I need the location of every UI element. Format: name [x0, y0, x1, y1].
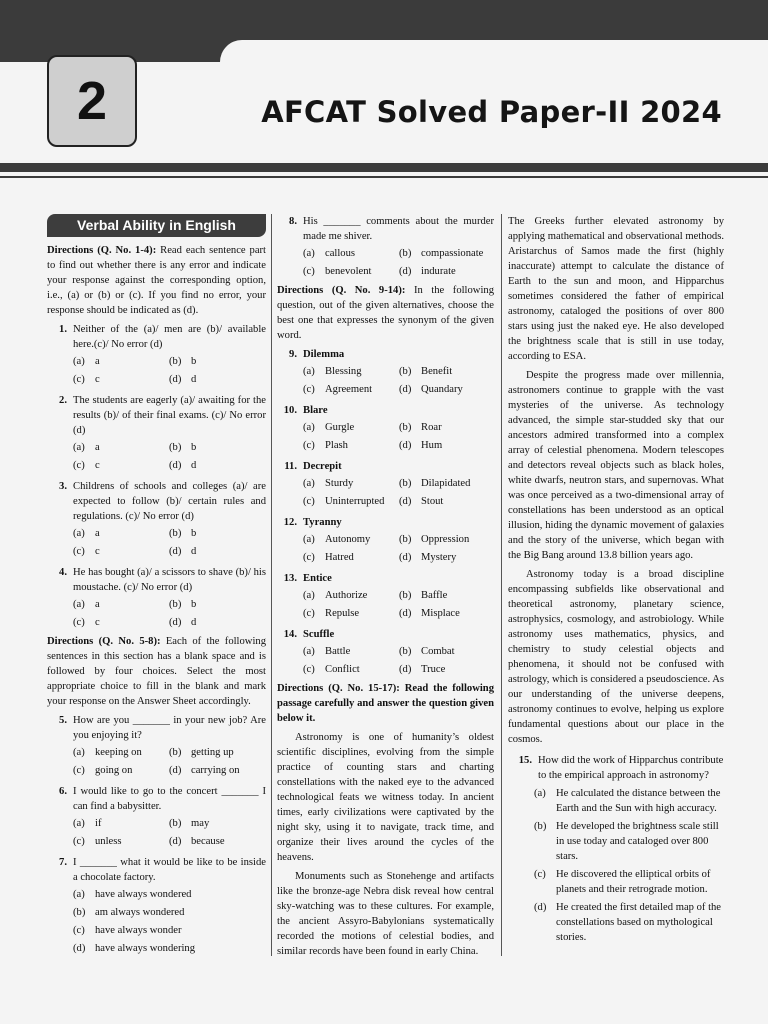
column-divider: [501, 214, 502, 956]
option[interactable]: (a) a: [73, 356, 100, 367]
question-word: Decrepit: [303, 461, 342, 472]
option[interactable]: (c) c: [73, 546, 100, 557]
question: [277, 627, 494, 679]
directions: Directions (Q. No. 1-4): Read each sentence part to find out whether there is any error and indicate your response against the corresponding option, i.e., (a) or (b) or (c). If you find no error, your response should be indicated as (d).: [47, 245, 266, 316]
question-number: 5.: [59, 715, 67, 726]
option[interactable]: (b) getting up: [169, 747, 234, 758]
option[interactable]: (c) have always wonder: [73, 925, 182, 936]
option[interactable]: (c) Uninterrupted: [303, 496, 385, 507]
option[interactable]: (a) keeping on: [73, 747, 142, 758]
options: [303, 419, 494, 455]
question: [47, 565, 266, 632]
passage-paragraph: Astronomy today is a broad discipline encompassing subfields like observational and theoretical astronomy, planetary science, astrophysics, cosmology, and astrobiology. While astronomy uses mathematics, physics, and chemistry to study celestial objects and phenomena, it should not be confused with astrology, which is considered a pseudoscience. As our understanding of the universe deepens, astronomy continues to evolve, helping us explore fundamental questions about our place in the cosmos.: [508, 569, 724, 745]
column-3: [508, 214, 724, 948]
question: [277, 214, 494, 281]
question: [277, 459, 494, 511]
question: [47, 855, 266, 958]
question: [47, 479, 266, 561]
question: [47, 784, 266, 851]
question-word: Tyranny: [303, 517, 342, 528]
question-word: Dilemma: [303, 349, 345, 360]
option[interactable]: (d) d: [169, 374, 197, 385]
options: [73, 353, 266, 389]
option[interactable]: (c) c: [73, 374, 100, 385]
option[interactable]: (b) may: [169, 818, 210, 829]
option[interactable]: (d) carrying on: [169, 765, 240, 776]
question-text: I would like to go to the concert _______ I can find a babysitter.: [73, 786, 266, 812]
option[interactable]: (a) a: [73, 442, 100, 453]
option[interactable]: (d) because: [169, 836, 225, 847]
column-2: [277, 214, 494, 959]
option[interactable]: (c) c: [73, 460, 100, 471]
question-text: How did the work of Hipparchus contribute to the empirical approach in astronomy?: [538, 755, 724, 781]
column-divider: [271, 214, 272, 956]
question-word: Scuffle: [303, 629, 335, 640]
header-rule-thick: [0, 163, 768, 172]
question-word: Entice: [303, 573, 332, 584]
header-notch: [220, 40, 768, 62]
passage-paragraph: Despite the progress made over millennia, astronomers continue to grapple with the vast mysteries of the universe. As technology advanced, the simple star-studded sky that our ancestors admired transformed into a complex array of celestial phenomena. Modern telescopes and detectors reveal objects such as black holes, white dwarfs, neutron stars, and supernovas. What was once perceived as a two-dimensional array of constellations has been understood as an optical illusion, hiding the dynamic movement of galaxies and the story of the universe, which began with the Big Bang around 13.8 billion years ago.: [508, 370, 724, 561]
question-text: His _______ comments about the murder made me shiver.: [303, 216, 494, 242]
question-number: 9.: [289, 349, 297, 360]
options: [303, 531, 494, 567]
question-text: Neither of the (a)/ men are (b)/ available here.(c)/ No error (d): [73, 324, 266, 350]
question: [277, 403, 494, 455]
options: [73, 439, 266, 475]
option[interactable]: (b) b: [169, 442, 197, 453]
options: [534, 786, 724, 945]
option[interactable]: (a) callous: [303, 248, 356, 259]
options: [73, 525, 266, 561]
option[interactable]: (d) Truce: [399, 664, 446, 675]
options: [73, 596, 266, 632]
option[interactable]: (d) Misplace: [399, 608, 460, 619]
column-1: [47, 214, 266, 958]
option[interactable]: (d) d: [169, 617, 197, 628]
option[interactable]: (c) benevolent: [303, 266, 372, 277]
question: [277, 515, 494, 567]
option[interactable]: (d) have always wondering: [73, 943, 196, 954]
option[interactable]: (b) He developed the brightness scale still in use today and cataloged over 800 stars.: [534, 821, 719, 862]
question-number: 1.: [59, 324, 67, 335]
options: [303, 587, 494, 623]
question-number: 12.: [283, 517, 297, 528]
option[interactable]: (d) Mystery: [399, 552, 457, 563]
question-number: 15.: [518, 755, 532, 766]
question-number: 7.: [59, 857, 67, 868]
option[interactable]: (c) Agreement: [303, 384, 373, 395]
question-number: 8.: [289, 216, 297, 227]
directions: Directions (Q. No. 9-14): In the following question, out of the given alternatives, choose the best one that expresses the synonym of the given word.: [277, 285, 494, 341]
question: [508, 753, 724, 945]
options: [303, 475, 494, 511]
option[interactable]: (c) unless: [73, 836, 122, 847]
question-text: The students are eagerly (a)/ awaiting for the results (b)/ of their final exams. (c)/ No error (d): [73, 395, 266, 436]
options: [73, 886, 266, 958]
option[interactable]: (b) Roar: [399, 422, 442, 433]
question: [47, 393, 266, 475]
option[interactable]: (a) Authorize: [303, 590, 368, 601]
options: [303, 245, 494, 281]
option[interactable]: (b) Combat: [399, 646, 455, 657]
option[interactable]: (d) Hum: [399, 440, 443, 451]
option[interactable]: (d) d: [169, 460, 197, 471]
question: [47, 713, 266, 780]
option[interactable]: (a) Sturdy: [303, 478, 354, 489]
option[interactable]: (a) if: [73, 818, 102, 829]
directions: Directions (Q. No. 5-8): Each of the following sentences in this section has a blank space and is followed by four choices. Select the most appropriate choice to fill in the blank and mark your response on the Answer Sheet accordingly.: [47, 636, 266, 707]
question: [277, 347, 494, 399]
question: [277, 571, 494, 623]
question-number: 6.: [59, 786, 67, 797]
passage-paragraph: The Greeks further elevated astronomy by applying mathematical and observational methods. Aristarchus of Samos made the first (highly inaccurate) attempt to calculate the distance of Earth to the sun and moon, and Hipparchus sometimes considered the father of empirical astronomy, cataloged the positions of over 800 stars using just the naked eye. He also developed the brightness scale that is still in use today, according to ESA.: [508, 216, 724, 362]
option[interactable]: (a) have always wondered: [73, 889, 192, 900]
option[interactable]: (d) indurate: [399, 266, 456, 277]
option[interactable]: (a) Autonomy: [303, 534, 371, 545]
option[interactable]: (b) Oppression: [399, 534, 470, 545]
option[interactable]: (d) Stout: [399, 496, 444, 507]
option[interactable]: (d) He created the first detailed map of the constellations based on mythological stories.: [534, 902, 722, 943]
option[interactable]: (d) d: [169, 546, 197, 557]
question-text: Childrens of schools and colleges (a)/ are expected to follow (b)/ certain rules and regulations. (c)/ No error (d): [73, 481, 266, 522]
question-number: 14.: [283, 629, 297, 640]
option[interactable]: (b) b: [169, 528, 197, 539]
option[interactable]: (a) Blessing: [303, 366, 362, 377]
question-number: 3.: [59, 481, 67, 492]
question-number: 10.: [283, 405, 297, 416]
question-number: 11.: [284, 461, 297, 472]
question-text: I _______ what it would be like to be inside a chocolate factory.: [73, 857, 266, 883]
chapter-number: 2: [76, 71, 108, 131]
option[interactable]: (a) a: [73, 528, 100, 539]
option[interactable]: (b) Benefit: [399, 366, 453, 377]
chapter-number-box: [47, 55, 137, 147]
options: [73, 815, 266, 851]
option[interactable]: (b) am always wondered: [73, 907, 185, 918]
question-number: 2.: [59, 395, 67, 406]
header-rule-thin: [0, 176, 768, 178]
options: [303, 363, 494, 399]
question-text: He has bought (a)/ a scissors to shave (b)/ his moustache. (c)/ No error (d): [73, 567, 266, 593]
page-title: AFCAT Solved Paper-II 2024: [261, 95, 722, 129]
options: [73, 744, 266, 780]
option[interactable]: (c) c: [73, 617, 100, 628]
option[interactable]: (a) He calculated the distance between the Earth and the Sun with high accuracy.: [534, 788, 721, 814]
option[interactable]: (b) Dilapidated: [399, 478, 471, 489]
passage-paragraph: Monuments such as Stonehenge and artifacts like the bronze-age Nebra disk reveal how central sky-watching was to these cultures. For example, the ancient Assyro-Babylonians systematically recorded the motions of celestial bodies, and similar records have been found in early China.: [277, 871, 494, 957]
option[interactable]: (c) He discovered the elliptical orbits of planets and their retrograde motion.: [534, 869, 711, 895]
option[interactable]: (c) Hatred: [303, 552, 354, 563]
option[interactable]: (a) Gurgle: [303, 422, 355, 433]
option[interactable]: (d) Quandary: [399, 384, 463, 395]
section-title: Verbal Ability in English: [47, 214, 266, 237]
option[interactable]: (a) a: [73, 599, 100, 610]
option[interactable]: (b) b: [169, 599, 197, 610]
option[interactable]: (c) Repulse: [303, 608, 360, 619]
passage-paragraph: Astronomy is one of humanity’s oldest scientific disciplines, evolving from the simple practice of counting stars and charting constellations with the naked eye to the advanced technological feats we witness today. In ancient times, early civilizations were captivated by the night sky, using it to navigate, track time, and organize their lives around the cycles of the heavens.: [277, 732, 494, 863]
option[interactable]: (a) Battle: [303, 646, 351, 657]
question: [47, 322, 266, 389]
option[interactable]: (c) Conflict: [303, 664, 360, 675]
directions: Directions (Q. No. 15-17): Read the following passage carefully and answer the question given below it.: [277, 683, 494, 724]
question-number: 4.: [59, 567, 67, 578]
question-word: Blare: [303, 405, 328, 416]
option[interactable]: (b) Baffle: [399, 590, 448, 601]
options: [303, 643, 494, 679]
option[interactable]: (c) Plash: [303, 440, 348, 451]
question-number: 13.: [283, 573, 297, 584]
option[interactable]: (b) b: [169, 356, 197, 367]
question-text: How are you _______ in your new job? Are you enjoying it?: [73, 715, 266, 741]
option[interactable]: (c) going on: [73, 765, 133, 776]
option[interactable]: (b) compassionate: [399, 248, 484, 259]
